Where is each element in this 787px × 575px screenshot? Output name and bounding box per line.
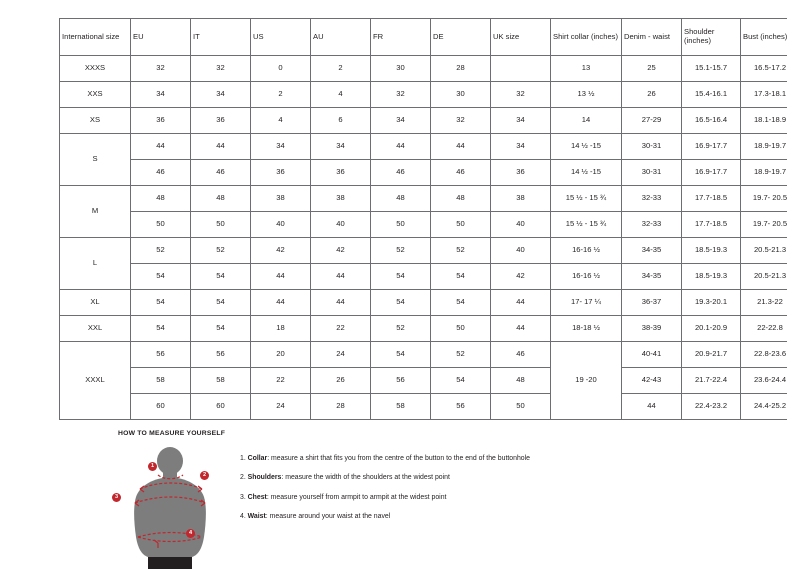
column-header-de: DE [431, 19, 491, 56]
cell-bust: 21.3-22 [741, 290, 787, 316]
cell-uk-size [491, 56, 551, 82]
cell-denim-waist: 36-37 [622, 290, 682, 316]
cell-us: 22 [251, 368, 311, 394]
table-row [60, 316, 787, 342]
cell-shoulder: 16.5-16.4 [682, 108, 741, 134]
cell-it: 54 [191, 290, 251, 316]
instruction-label: Collar [248, 455, 268, 462]
cell-denim-waist: 27-29 [622, 108, 682, 134]
cell-denim-waist: 42-43 [622, 368, 682, 394]
cell-uk-size: 36 [491, 160, 551, 186]
cell-us: 34 [251, 134, 311, 160]
table-row [60, 290, 787, 316]
cell-it: 44 [191, 134, 251, 160]
table-row [60, 264, 787, 290]
cell-shoulder: 15.1-15.7 [682, 56, 741, 82]
cell-bust: 17.3-18.1 [741, 82, 787, 108]
cell-shirt-collar: 16-16 ½ [551, 238, 622, 264]
table-row [60, 82, 787, 108]
cell-shirt-collar: 17- 17 ¼ [551, 290, 622, 316]
instruction-text: : measure the width of the shoulders at the widest point [281, 474, 450, 481]
cell-uk-size: 40 [491, 212, 551, 238]
cell-bust: 19.7- 20.5 [741, 186, 787, 212]
instruction-number: 3. [240, 494, 248, 501]
cell-fr: 48 [371, 186, 431, 212]
cell-shirt-collar: 14 [551, 108, 622, 134]
cell-fr: 30 [371, 56, 431, 82]
badge-collar: 1 [148, 462, 157, 471]
cell-shoulder: 15.4-16.1 [682, 82, 741, 108]
cell-de: 30 [431, 82, 491, 108]
cell-uk-size: 32 [491, 82, 551, 108]
cell-international-size: XXXL [60, 342, 131, 420]
cell-au: 34 [311, 134, 371, 160]
cell-uk-size: 44 [491, 316, 551, 342]
cell-au: 4 [311, 82, 371, 108]
cell-de: 32 [431, 108, 491, 134]
table-row [60, 342, 787, 368]
measurement-figure [118, 445, 228, 565]
cell-fr: 46 [371, 160, 431, 186]
cell-it: 46 [191, 160, 251, 186]
cell-shoulder: 17.7-18.5 [682, 212, 741, 238]
cell-de: 46 [431, 160, 491, 186]
column-header-us: US [251, 19, 311, 56]
cell-denim-waist: 34-35 [622, 238, 682, 264]
cell-bust: 18.9-19.7 [741, 134, 787, 160]
cell-us: 2 [251, 82, 311, 108]
cell-denim-waist: 25 [622, 56, 682, 82]
cell-bust: 23.6-24.4 [741, 368, 787, 394]
cell-denim-waist: 30-31 [622, 160, 682, 186]
measurement-instruction-item [240, 494, 738, 502]
cell-denim-waist: 32-33 [622, 186, 682, 212]
cell-shirt-collar: 13 ½ [551, 82, 622, 108]
cell-de: 50 [431, 212, 491, 238]
cell-de: 52 [431, 342, 491, 368]
cell-bust: 18.9-19.7 [741, 160, 787, 186]
cell-au: 24 [311, 342, 371, 368]
how-to-measure-body [118, 445, 738, 565]
cell-it: 60 [191, 394, 251, 420]
cell-shoulder: 20.1-20.9 [682, 316, 741, 342]
cell-bust: 16.5-17.2 [741, 56, 787, 82]
cell-au: 28 [311, 394, 371, 420]
instruction-label: Shoulders [248, 474, 282, 481]
cell-us: 36 [251, 160, 311, 186]
cell-it: 34 [191, 82, 251, 108]
table-row [60, 238, 787, 264]
cell-denim-waist: 40-41 [622, 342, 682, 368]
cell-uk-size: 48 [491, 368, 551, 394]
cell-de: 48 [431, 186, 491, 212]
cell-fr: 54 [371, 342, 431, 368]
cell-us: 4 [251, 108, 311, 134]
cell-uk-size: 40 [491, 238, 551, 264]
cell-eu: 44 [131, 134, 191, 160]
badge-waist: 4 [186, 529, 195, 538]
cell-eu: 50 [131, 212, 191, 238]
table-row [60, 368, 787, 394]
cell-shirt-collar: 15 ½ - 15 ¾ [551, 212, 622, 238]
cell-uk-size: 38 [491, 186, 551, 212]
column-header-eu: EU [131, 19, 191, 56]
cell-it: 52 [191, 238, 251, 264]
cell-shoulder: 16.9-17.7 [682, 160, 741, 186]
cell-de: 54 [431, 368, 491, 394]
cell-it: 56 [191, 342, 251, 368]
cell-it: 36 [191, 108, 251, 134]
cell-eu: 34 [131, 82, 191, 108]
column-header-international-size: International size [60, 19, 131, 56]
cell-shirt-collar: 14 ½ -15 [551, 134, 622, 160]
cell-denim-waist: 32-33 [622, 212, 682, 238]
cell-au: 44 [311, 264, 371, 290]
cell-shoulder: 18.5-19.3 [682, 238, 741, 264]
cell-international-size: XS [60, 108, 131, 134]
cell-shoulder: 17.7-18.5 [682, 186, 741, 212]
cell-eu: 48 [131, 186, 191, 212]
instruction-label: Chest [248, 494, 267, 501]
measurement-instructions-list [240, 455, 738, 532]
cell-fr: 58 [371, 394, 431, 420]
cell-international-size: L [60, 238, 131, 290]
cell-denim-waist: 26 [622, 82, 682, 108]
table-row [60, 186, 787, 212]
instruction-text: : measure yourself from armpit to armpit at the widest point [267, 494, 447, 501]
cell-au: 38 [311, 186, 371, 212]
cell-bust: 20.5-21.3 [741, 264, 787, 290]
cell-au: 22 [311, 316, 371, 342]
cell-bust: 19.7- 20.5 [741, 212, 787, 238]
column-header-au: AU [311, 19, 371, 56]
table-row [60, 394, 787, 420]
cell-shirt-collar: 19 -20 [551, 342, 622, 420]
cell-it: 48 [191, 186, 251, 212]
cell-denim-waist: 34-35 [622, 264, 682, 290]
how-to-measure-section [118, 430, 738, 565]
cell-eu: 54 [131, 290, 191, 316]
cell-us: 0 [251, 56, 311, 82]
table-row [60, 212, 787, 238]
cell-de: 54 [431, 264, 491, 290]
cell-it: 54 [191, 316, 251, 342]
size-chart-body [60, 56, 787, 420]
table-row [60, 108, 787, 134]
column-header-shirt-collar: Shirt collar (inches) [551, 19, 622, 56]
cell-au: 2 [311, 56, 371, 82]
cell-au: 40 [311, 212, 371, 238]
cell-us: 18 [251, 316, 311, 342]
cell-eu: 52 [131, 238, 191, 264]
cell-shirt-collar: 14 ½ -15 [551, 160, 622, 186]
cell-us: 40 [251, 212, 311, 238]
cell-fr: 54 [371, 264, 431, 290]
badge-chest: 3 [112, 493, 121, 502]
cell-fr: 52 [371, 316, 431, 342]
table-header-row [60, 19, 787, 56]
cell-au: 26 [311, 368, 371, 394]
size-chart-container [59, 18, 729, 420]
cell-au: 6 [311, 108, 371, 134]
cell-uk-size: 34 [491, 108, 551, 134]
cell-de: 52 [431, 238, 491, 264]
cell-fr: 56 [371, 368, 431, 394]
cell-eu: 60 [131, 394, 191, 420]
cell-it: 50 [191, 212, 251, 238]
cell-eu: 36 [131, 108, 191, 134]
cell-international-size: XXXS [60, 56, 131, 82]
cell-it: 54 [191, 264, 251, 290]
cell-shoulder: 16.9-17.7 [682, 134, 741, 160]
cell-au: 44 [311, 290, 371, 316]
instruction-text: : measure a shirt that fits you from the centre of the button to the end of the buttonhole [267, 455, 530, 462]
cell-shirt-collar: 16-16 ½ [551, 264, 622, 290]
cell-eu: 58 [131, 368, 191, 394]
column-header-it: IT [191, 19, 251, 56]
measurement-instruction-item [240, 455, 738, 463]
cell-us: 38 [251, 186, 311, 212]
cell-bust: 22-22.8 [741, 316, 787, 342]
measurement-instruction-item [240, 513, 738, 521]
cell-shoulder: 18.5-19.3 [682, 264, 741, 290]
cell-eu: 46 [131, 160, 191, 186]
cell-international-size: XXL [60, 316, 131, 342]
cell-shoulder: 19.3-20.1 [682, 290, 741, 316]
cell-us: 20 [251, 342, 311, 368]
cell-shirt-collar: 13 [551, 56, 622, 82]
cell-international-size: XL [60, 290, 131, 316]
column-header-denim-waist: Denim - waist [622, 19, 682, 56]
instruction-label: Waist [248, 513, 266, 520]
cell-de: 54 [431, 290, 491, 316]
instruction-number: 2. [240, 474, 248, 481]
cell-it: 58 [191, 368, 251, 394]
cell-de: 44 [431, 134, 491, 160]
column-header-uk-size: UK size [491, 19, 551, 56]
cell-au: 36 [311, 160, 371, 186]
cell-shirt-collar: 18-18 ½ [551, 316, 622, 342]
cell-us: 24 [251, 394, 311, 420]
instruction-number: 1. [240, 455, 248, 462]
cell-fr: 52 [371, 238, 431, 264]
torso-illustration-icon [118, 445, 228, 570]
size-chart-table [59, 18, 787, 420]
cell-fr: 54 [371, 290, 431, 316]
how-to-measure-title: HOW TO MEASURE YOURSELF [118, 430, 738, 437]
cell-uk-size: 42 [491, 264, 551, 290]
instruction-text: : measure around your waist at the navel [266, 513, 390, 520]
cell-uk-size: 44 [491, 290, 551, 316]
cell-us: 44 [251, 290, 311, 316]
cell-uk-size: 50 [491, 394, 551, 420]
cell-eu: 32 [131, 56, 191, 82]
cell-us: 42 [251, 238, 311, 264]
column-header-bust: Bust (inches) [741, 19, 787, 56]
cell-uk-size: 34 [491, 134, 551, 160]
column-header-shoulder: Shoulder (inches) [682, 19, 741, 56]
cell-shoulder: 21.7-22.4 [682, 368, 741, 394]
cell-bust: 20.5-21.3 [741, 238, 787, 264]
table-row [60, 134, 787, 160]
table-row [60, 56, 787, 82]
cell-eu: 54 [131, 316, 191, 342]
cell-us: 44 [251, 264, 311, 290]
cell-au: 42 [311, 238, 371, 264]
cell-de: 28 [431, 56, 491, 82]
size-chart-head [60, 19, 787, 56]
cell-shoulder: 20.9-21.7 [682, 342, 741, 368]
cell-denim-waist: 30-31 [622, 134, 682, 160]
measurement-instruction-item [240, 474, 738, 482]
column-header-fr: FR [371, 19, 431, 56]
cell-international-size: S [60, 134, 131, 186]
cell-de: 56 [431, 394, 491, 420]
cell-uk-size: 46 [491, 342, 551, 368]
cell-fr: 32 [371, 82, 431, 108]
cell-international-size: XXS [60, 82, 131, 108]
badge-shoulders: 2 [200, 471, 209, 480]
cell-denim-waist: 44 [622, 394, 682, 420]
cell-international-size: M [60, 186, 131, 238]
cell-eu: 56 [131, 342, 191, 368]
cell-denim-waist: 38-39 [622, 316, 682, 342]
cell-fr: 50 [371, 212, 431, 238]
cell-fr: 44 [371, 134, 431, 160]
cell-eu: 54 [131, 264, 191, 290]
cell-it: 32 [191, 56, 251, 82]
instruction-number: 4. [240, 513, 248, 520]
cell-shoulder: 22.4-23.2 [682, 394, 741, 420]
cell-bust: 18.1-18.9 [741, 108, 787, 134]
cell-shirt-collar: 15 ½ - 15 ¾ [551, 186, 622, 212]
cell-de: 50 [431, 316, 491, 342]
table-row [60, 160, 787, 186]
cell-bust: 24.4-25.2 [741, 394, 787, 420]
cell-fr: 34 [371, 108, 431, 134]
cell-bust: 22.8-23.6 [741, 342, 787, 368]
